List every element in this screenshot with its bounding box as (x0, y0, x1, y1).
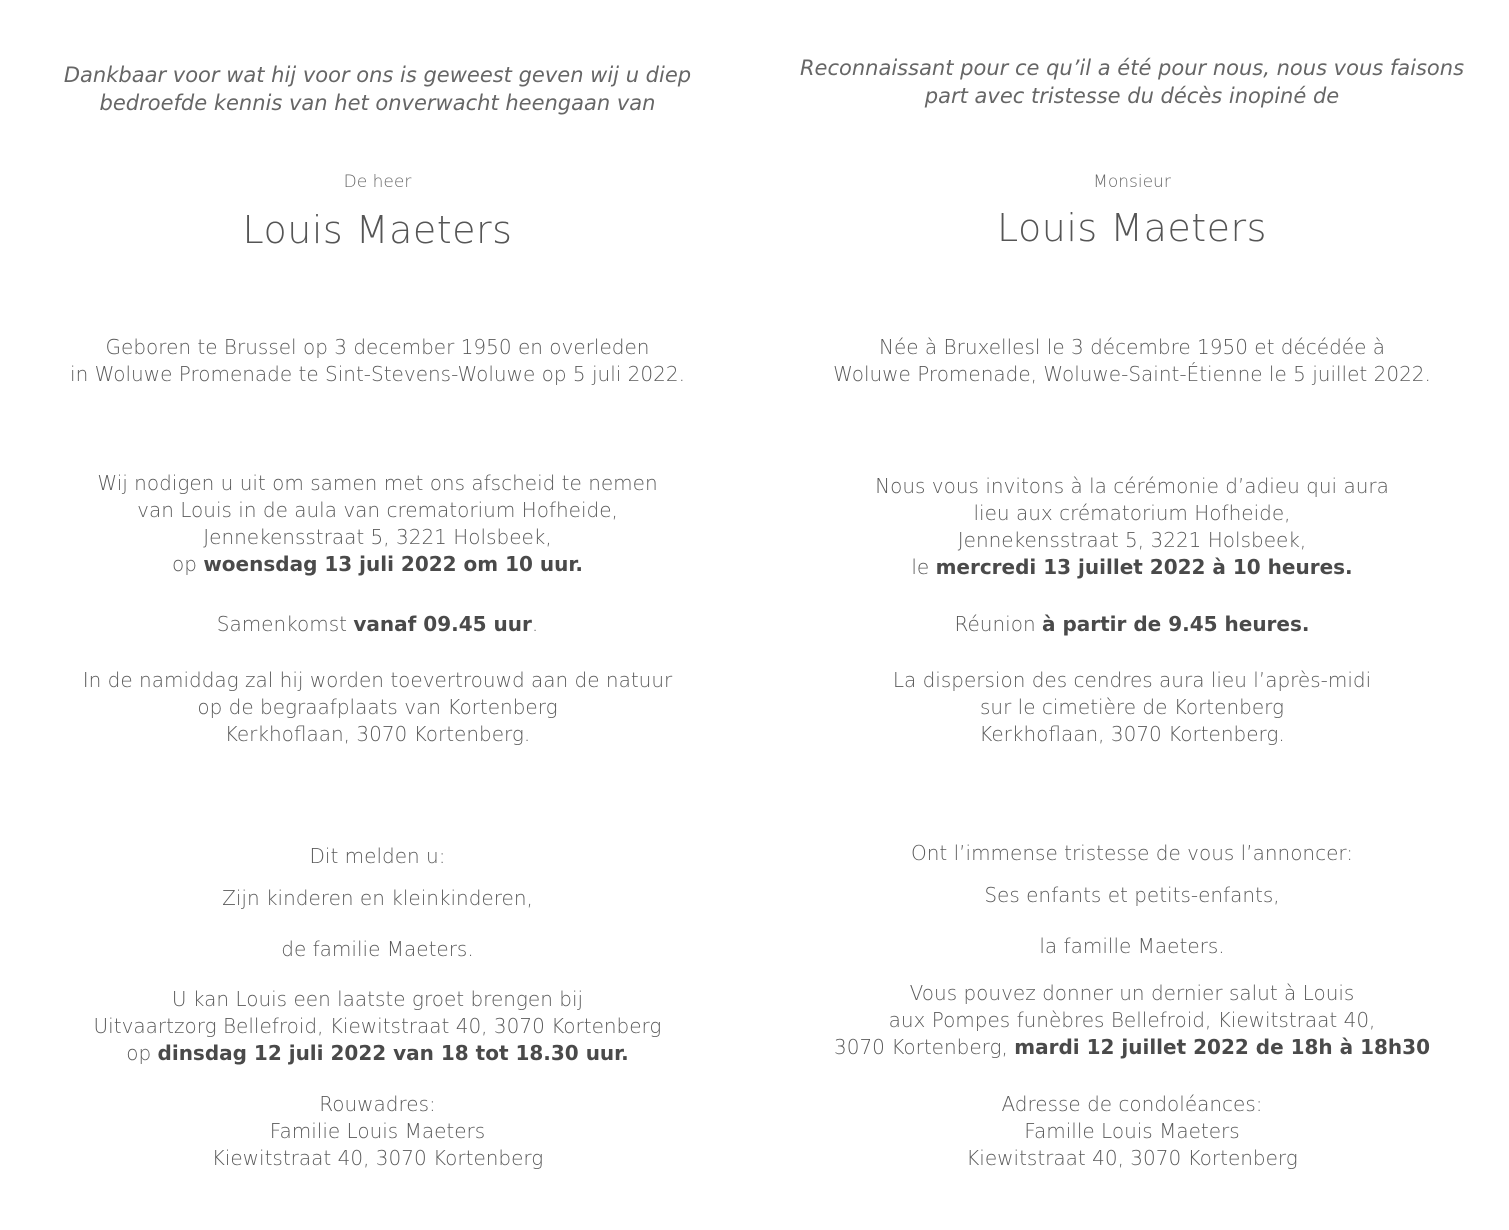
honorific: Monsieur (1093, 172, 1171, 192)
gathering-time: Réunion à partir de 9.45 heures. (954, 612, 1310, 636)
invite-line: Wij nodigen u uit om samen met ons afscheid te nemen (97, 471, 658, 495)
visitation-text (755, 980, 1509, 1061)
scatter-line: In de namiddag zal hij worden toevertrouwd aan de natuur (82, 668, 673, 692)
address-line: Rouwadres: (319, 1092, 436, 1116)
intro-text (755, 54, 1509, 110)
birth-line: in Woluwe Promenade te Sint-Stevens-Woluwe op 5 juli 2022. (70, 362, 685, 386)
intro-line: Dankbaar voor wat hij voor ons is geweest geven wij u diep (63, 63, 692, 87)
scatter-line: Kerkhoflaan, 3070 Kortenberg. (224, 722, 531, 746)
children-text: Zijn kinderen en kleinkinderen, (222, 886, 533, 910)
scatter-line: Kerkhoflaan, 3070 Kortenberg. (979, 722, 1285, 746)
announce-text: Dit melden u: (309, 844, 446, 868)
announce-text: Ont l’immense tristesse de vous l’annoncer: (910, 841, 1354, 865)
intro-line: part avec tristesse du décès inopiné de (924, 84, 1340, 108)
visit-line: Uitvaartzorg Bellefroid, Kiewitstraat 40, 3070 Kortenberg (93, 1014, 662, 1038)
ash-scattering-text (0, 667, 755, 748)
visit-line: U kan Louis een laatste groet brengen bij (171, 987, 584, 1011)
birth-death-text (0, 334, 755, 388)
invite-line: Nous vous invitons à la cérémonie d’adieu qui aura (875, 474, 1389, 498)
deceased-name: Louis Maeters (997, 206, 1267, 250)
honorific: De heer (343, 172, 412, 192)
intro-text (0, 61, 755, 117)
invite-line: lieu aux crématorium Hofheide, (973, 501, 1291, 525)
scatter-line: La dispersion des cendres aura lieu l’après-midi (892, 668, 1372, 692)
family-text: la famille Maeters. (1039, 934, 1225, 958)
mourning-address (0, 1091, 755, 1172)
ceremony-date: op woensdag 13 juli 2022 om 10 uur. (172, 552, 583, 576)
address-line: Familie Louis Maeters (269, 1119, 486, 1143)
deceased-name: Louis Maeters (242, 208, 513, 252)
address-line: Kiewitstraat 40, 3070 Kortenberg (211, 1146, 544, 1170)
gathering-time: Samenkomst vanaf 09.45 uur. (216, 612, 539, 636)
intro-line: Reconnaissant pour ce qu’il a été pour nous, nous vous faisons (799, 56, 1465, 80)
invite-line: Jennekensstraat 5, 3221 Holsbeek, (203, 525, 552, 549)
birth-line: Geboren te Brussel op 3 december 1950 en overleden (105, 335, 650, 359)
ceremony-invitation (0, 470, 755, 578)
visit-line: aux Pompes funèbres Bellefroid, Kiewitstraat 40, (888, 1008, 1376, 1032)
visit-line: Vous pouvez donner un dernier salut à Louis (909, 981, 1355, 1005)
birth-line: Née à Bruxellesl le 3 décembre 1950 et décédée à (878, 335, 1385, 359)
birth-line: Woluwe Promenade, Woluwe-Saint-Étienne le 5 juillet 2022. (833, 362, 1431, 386)
address-line: Adresse de condoléances: (1001, 1092, 1263, 1116)
visit-date: 3070 Kortenberg, mardi 12 juillet 2022 de 18h à 18h30 (834, 1035, 1430, 1059)
ceremony-date: le mercredi 13 juillet 2022 à 10 heures. (911, 555, 1353, 579)
children-text: Ses enfants et petits-enfants, (984, 883, 1280, 907)
intro-line: bedroefde kennis van het onverwacht heengaan van (99, 91, 656, 115)
scatter-line: op de begraafplaats van Kortenberg (197, 695, 558, 719)
ash-scattering-text (755, 667, 1509, 748)
invite-line: van Louis in de aula van crematorium Hofheide, (137, 498, 618, 522)
family-text: de familie Maeters. (281, 937, 474, 961)
address-line: Famille Louis Maeters (1024, 1119, 1240, 1143)
condolence-address (755, 1091, 1509, 1172)
visit-date: op dinsdag 12 juli 2022 van 18 tot 18.30 uur. (126, 1041, 629, 1065)
scatter-line: sur le cimetière de Kortenberg (979, 695, 1284, 719)
visitation-text (0, 986, 755, 1067)
address-line: Kiewitstraat 40, 3070 Kortenberg (966, 1146, 1298, 1170)
ceremony-invitation (755, 473, 1509, 581)
invite-line: Jennekensstraat 5, 3221 Holsbeek, (957, 528, 1307, 552)
birth-death-text (755, 334, 1509, 388)
french-column (755, 0, 1509, 1230)
